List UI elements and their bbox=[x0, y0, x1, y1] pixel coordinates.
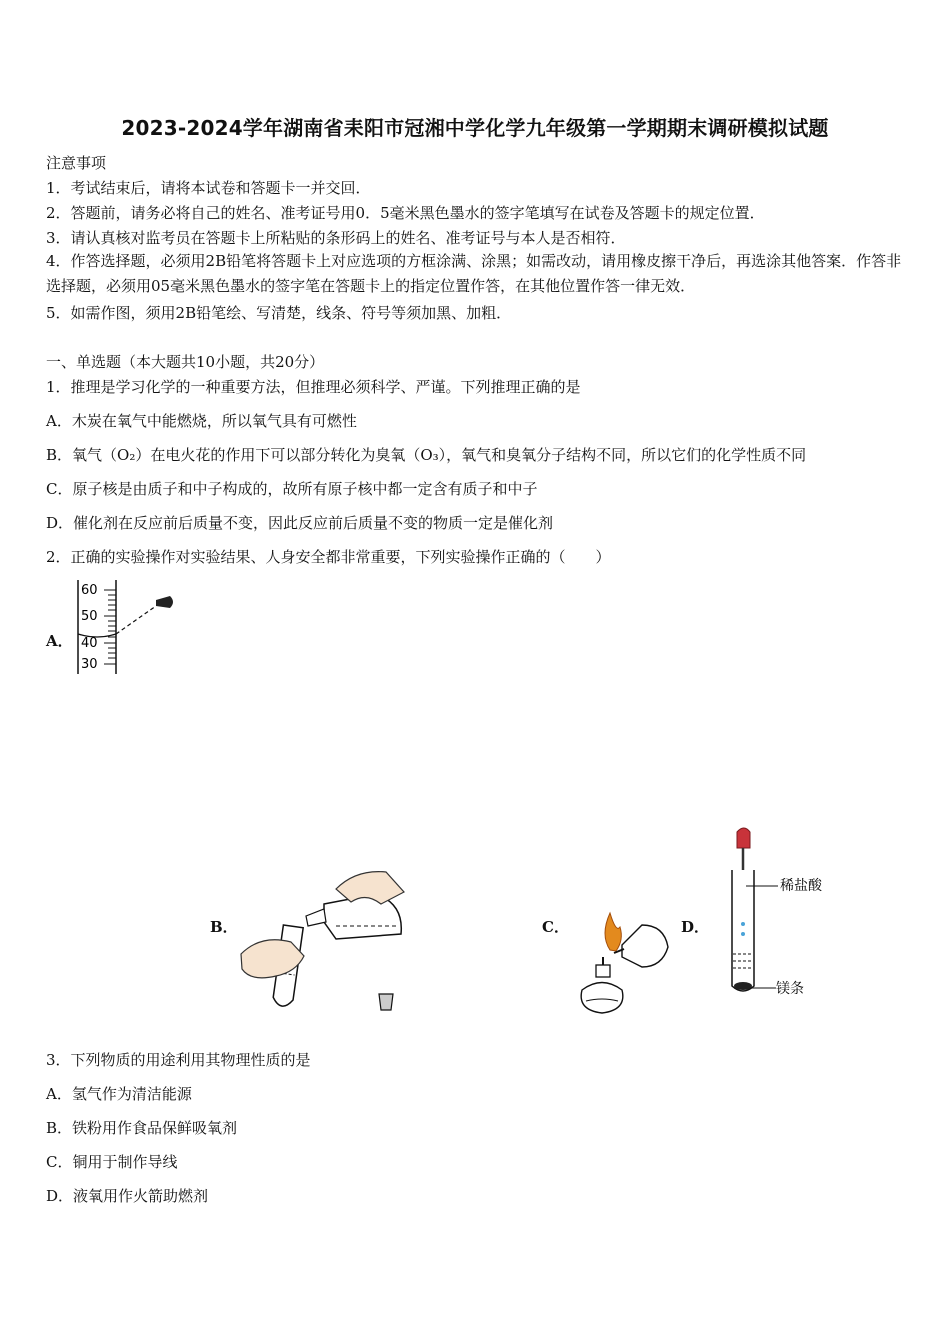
cylinder-tick-60: 60 bbox=[81, 583, 98, 598]
notice-item-4: 4．作答选择题，必须用2B铅笔将答题卡上对应选项的方框涂满、涂黑；如需改动，请用橡皮擦干净后，再选涂其他答案．作答非选择题，必须用05毫米黑色墨水的签字笔在答题卡上的指定位置作答，在其他位置作答一律无效． bbox=[46, 252, 902, 295]
pouring-liquid-figure bbox=[236, 864, 416, 1019]
eye-icon bbox=[156, 596, 173, 608]
q2-label-a: A． bbox=[46, 632, 73, 650]
cylinder-tick-50: 50 bbox=[81, 609, 98, 624]
page-title: 2023-2024学年湖南省耒阳市冠湘中学化学九年级第一学期期末调研模拟试题 bbox=[121, 116, 829, 140]
cylinder-tick-40: 40 bbox=[81, 636, 98, 651]
alcohol-lamp-figure bbox=[572, 905, 672, 1020]
section-heading: 一、单选题（本大题共10小题，共20分） bbox=[46, 353, 325, 371]
dropper-test-tube-figure bbox=[708, 826, 848, 1001]
label-dilute-hcl: 稀盐酸 bbox=[780, 878, 822, 894]
flame-icon bbox=[605, 913, 621, 951]
graduated-cylinder-figure bbox=[70, 578, 180, 678]
q1-option-a: A．木炭在氧气中能燃烧，所以氧气具有可燃性 bbox=[46, 412, 357, 430]
q1-option-c: C．原子核是由质子和中子构成的，故所有原子核中都一定含有质子和中子 bbox=[46, 480, 538, 498]
label-magnesium: 镁条 bbox=[776, 981, 804, 997]
q3-option-d: D．液氧用作火箭助燃剂 bbox=[46, 1187, 209, 1205]
notice-heading: 注意事项 bbox=[46, 154, 107, 172]
q2-label-d: D． bbox=[681, 918, 710, 936]
q3-option-c: C．铜用于制作导线 bbox=[46, 1153, 178, 1171]
q1-stem: 1．推理是学习化学的一种重要方法，但推理必须科学、严谨。下列推理正确的是 bbox=[46, 378, 581, 396]
notice-item-2: 2．答题前，请务必将自己的姓名、准考证号用0．5毫米黑色墨水的签字笔填写在试卷及答题卡的规定位置． bbox=[46, 204, 765, 222]
q3-option-b: B．铁粉用作食品保鲜吸氧剂 bbox=[46, 1119, 238, 1137]
notice-item-5: 5．如需作图，须用2B铅笔绘、写清楚，线条、符号等须加黑、加粗． bbox=[46, 304, 512, 322]
notice-item-1: 1．考试结束后，请将本试卷和答题卡一并交回． bbox=[46, 179, 371, 197]
cylinder-tick-30: 30 bbox=[81, 657, 98, 672]
notice-item-3: 3．请认真核对监考员在答题卡上所粘贴的条形码上的姓名、准考证号与本人是否相符． bbox=[46, 229, 626, 247]
q1-option-d: D．催化剂在反应前后质量不变，因此反应前后质量不变的物质一定是催化剂 bbox=[46, 514, 554, 532]
q3-stem: 3．下列物质的用途利用其物理性质的是 bbox=[46, 1051, 311, 1069]
q2-label-b: B． bbox=[210, 918, 238, 936]
q2-label-c: C． bbox=[542, 918, 569, 936]
q2-stem: 2．正确的实验操作对实验结果、人身安全都非常重要，下列实验操作正确的（ ） bbox=[46, 548, 611, 566]
q1-option-b: B．氧气（O₂）在电火花的作用下可以部分转化为臭氧（O₃），氧气和臭氧分子结构不同，所以它们的化学性质不同 bbox=[46, 446, 807, 464]
q3-option-a: A．氢气作为清洁能源 bbox=[46, 1085, 192, 1103]
